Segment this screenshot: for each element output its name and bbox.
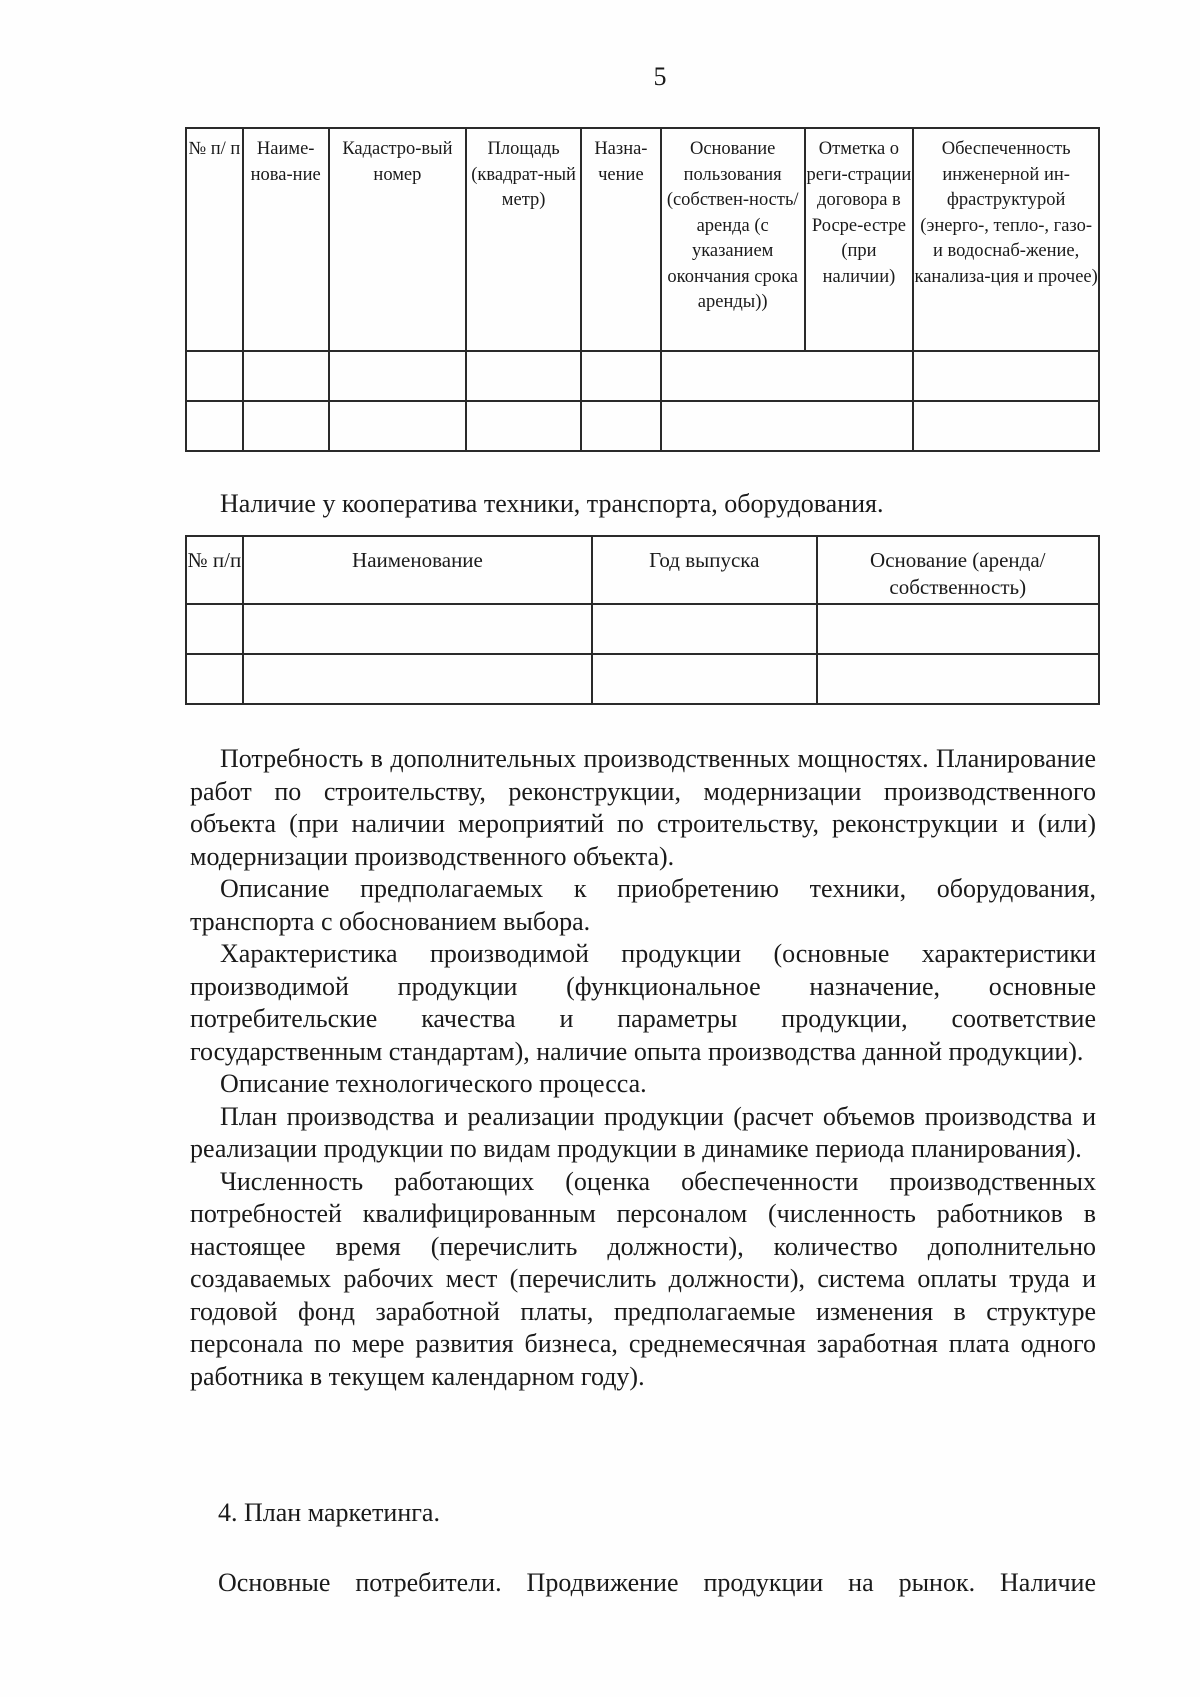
table-cell: [581, 351, 661, 401]
equipment-table-heading: Наличие у кооператива техники, транспорта, оборудования.: [220, 489, 884, 518]
equipment-table: [185, 535, 1100, 705]
table-cell: [466, 351, 581, 401]
col-infrastructure: Обеспеченность инженерной ин-фраструктурой (энерго-, тепло-, газо- и водоснаб-жение, канализа-ция и прочее): [913, 128, 1099, 351]
col-purpose: Назна-чение: [581, 128, 661, 351]
table-cell: [661, 401, 914, 451]
section-heading: 4. План маркетинга.: [218, 1498, 440, 1527]
table-row: [186, 351, 1099, 401]
col-basis: Основание (аренда/собственность): [817, 536, 1099, 604]
col-number: № п/п: [186, 536, 243, 604]
table-cell: [913, 351, 1099, 401]
table-cell: [243, 351, 329, 401]
table-cell: [186, 604, 243, 654]
table-cell: [592, 654, 816, 704]
col-name: Наиме-нова-ние: [243, 128, 329, 351]
table-cell: [243, 604, 592, 654]
paragraph: План производства и реализации продукции (расчет объемов производства и реализации продукции по видам продукции в динамике периода планирования).: [190, 1101, 1096, 1163]
table-cell: [817, 604, 1099, 654]
col-cadastral-number: Кадастро-вый номер: [329, 128, 467, 351]
table-cell: [186, 401, 243, 451]
table-row: [186, 401, 1099, 451]
paragraph: Описание технологического процесса.: [220, 1069, 647, 1098]
table-cell: [661, 351, 914, 401]
table-header-row: [186, 536, 1099, 604]
table-cell: [329, 351, 467, 401]
table-cell: [329, 401, 467, 451]
col-registration-mark: Отметка о реги-страции договора в Росре-естре (при наличии): [805, 128, 914, 351]
table-row: [186, 604, 1099, 654]
table-cell: [817, 654, 1099, 704]
paragraph: Основные потребители. Продвижение продукции на рынок. Наличие: [218, 1568, 1096, 1597]
table-cell: [466, 401, 581, 451]
col-name: Наименование: [243, 536, 592, 604]
paragraph: Описание предполагаемых к приобретению техники, оборудования, транспорта с обоснованием выбора.: [190, 874, 1096, 936]
col-number: № п/ п: [186, 128, 243, 351]
paragraph: Потребность в дополнительных производственных мощностях. Планирование работ по строительству, реконструкции, модернизации производственного объекта (при наличии мероприятий по строительству, реконструкции и (или) модернизации производственного объекта).: [190, 744, 1096, 871]
col-area: Площадь (квадрат-ный метр): [466, 128, 581, 351]
paragraph: Характеристика производимой продукции (основные характеристики производимой продукции (функциональное назначение, основные потребительские качества и параметры продукции, соответствие государственным стандартам), наличие опыта производства данной продукции).: [190, 939, 1096, 1066]
table-row: [186, 654, 1099, 704]
table-cell: [186, 654, 243, 704]
paragraph: Численность работающих (оценка обеспеченности производственных потребностей квалифицированным персоналом (численность работников в настоящее время (перечислить должности), количество дополнительно создаваемых рабочих мест (перечислить должности), система оплаты труда и годовой фонд заработной платы, предполагаемые изменения в структуре персонала по мере развития бизнеса, среднемесячная заработная плата одного работника в текущем календарном году).: [190, 1166, 1096, 1391]
table-cell: [581, 401, 661, 451]
table-cell: [243, 654, 592, 704]
col-usage-basis: Основание пользования (собствен-ность/аренда (с указанием окончания срока аренды)): [661, 128, 805, 351]
table-header-row: [186, 128, 1099, 351]
body-text: [190, 743, 1096, 1393]
table-cell: [913, 401, 1099, 451]
land-property-table: [185, 127, 1100, 452]
col-year: Год выпуска: [592, 536, 816, 604]
table-cell: [186, 351, 243, 401]
page-number: 5: [653, 62, 667, 91]
table-cell: [243, 401, 329, 451]
table-cell: [592, 604, 816, 654]
